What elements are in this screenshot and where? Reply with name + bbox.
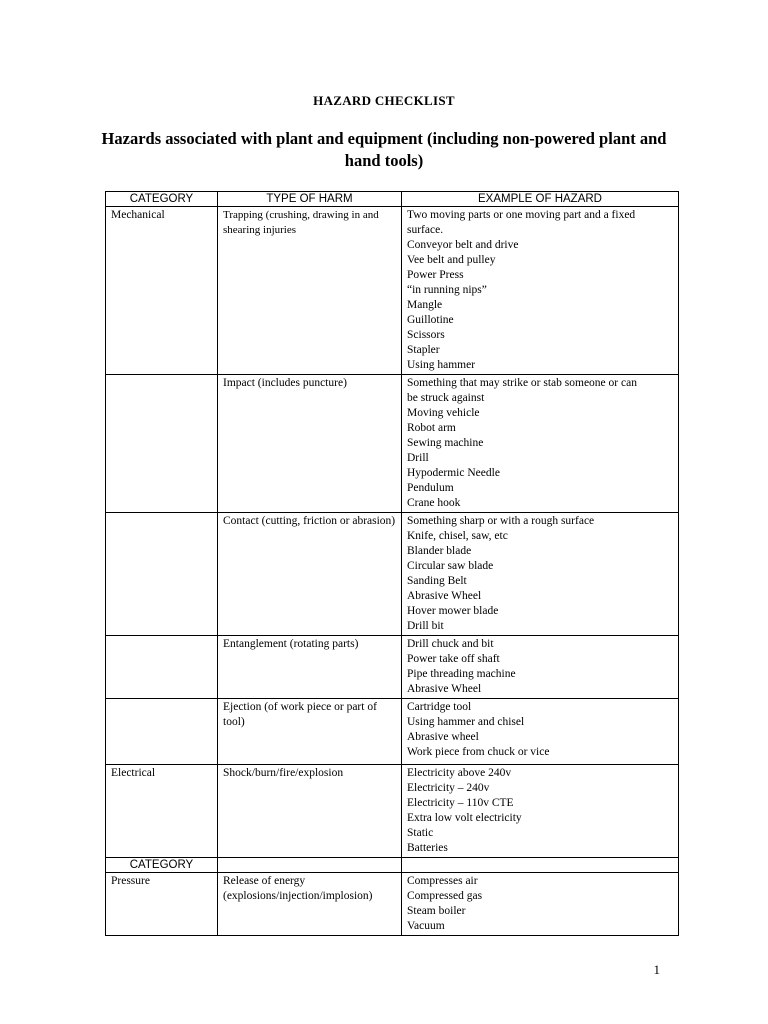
harm-cell: Impact (includes puncture) [218,375,402,513]
example-item: Steam boiler [407,905,466,917]
example-item: Compresses air [407,875,478,887]
example-item: Electricity – 240v [407,782,490,794]
example-item: Pendulum [407,482,454,494]
table-row [106,375,679,513]
category-cell-empty [106,699,218,765]
example-cell [402,873,679,936]
harm-cell: Ejection (of work piece or part of tool) [218,699,402,765]
harm-cell: Trapping (crushing, drawing in and shearing injuries [218,207,402,375]
example-cell [402,375,679,513]
header-type-of-harm: TYPE OF HARM [218,192,402,207]
example-item: Hypodermic Needle [407,467,500,479]
category-cell-empty [106,375,218,513]
example-item: Hover mower blade [407,605,499,617]
category-cell-empty [106,513,218,636]
example-item: Vee belt and pulley [407,254,496,266]
example-item: Stapler [407,344,440,356]
example-item: Compressed gas [407,890,483,902]
example-item: Drill [407,452,429,464]
example-item: Using hammer [407,359,476,371]
harm-cell: Entanglement (rotating parts) [218,636,402,699]
table-row [106,699,679,765]
harm-cell: Release of energy (explosions/injection/implosion) [218,873,402,936]
hazard-table [105,191,679,936]
subheader-empty-cell [402,858,679,873]
example-item: Knife, chisel, saw, etc [407,530,508,542]
header-example-of-hazard: EXAMPLE OF HAZARD [402,192,679,207]
example-item: Conveyor belt and drive [407,239,519,251]
example-item: Electricity – 110v CTE [407,797,514,809]
category-cell-electrical: Electrical [106,765,218,858]
example-item: Sanding Belt [407,575,467,587]
example-item: Something that may strike or stab someone or can [407,377,637,389]
example-item: Cartridge tool [407,701,472,713]
document-subtitle: Hazards associated with plant and equipment (including non-powered plant and hand tools) [101,129,667,170]
example-item: surface. [407,224,444,236]
example-item: Electricity above 240v [407,767,512,779]
category-cell-empty [106,636,218,699]
example-item: Abrasive Wheel [407,590,482,602]
subheader-category: CATEGORY [106,858,218,873]
example-item: Vacuum [407,920,445,932]
example-cell [402,636,679,699]
example-item: Static [407,827,434,839]
example-item: “in running nips” [407,284,487,296]
example-item: Power Press [407,269,464,281]
example-cell [402,699,679,765]
example-item: Something sharp or with a rough surface [407,515,595,527]
table-row [106,207,679,375]
example-item: Sewing machine [407,437,484,449]
example-item: Pipe threading machine [407,668,516,680]
document-title: HAZARD CHECKLIST [313,93,455,108]
header-category: CATEGORY [106,192,218,207]
example-item: Guillotine [407,314,454,326]
example-cell [402,765,679,858]
example-item: Circular saw blade [407,560,494,572]
example-item: be struck against [407,392,485,404]
example-item: Moving vehicle [407,407,480,419]
example-item: Work piece from chuck or vice [407,746,550,758]
subheader-empty-cell [218,858,402,873]
category-cell-pressure: Pressure [106,873,218,936]
example-item: Blander blade [407,545,472,557]
example-item: Abrasive Wheel [407,683,482,695]
example-item: Crane hook [407,497,461,509]
table-row [106,765,679,858]
example-item: Scissors [407,329,445,341]
example-item: Batteries [407,842,448,854]
example-cell [402,513,679,636]
harm-cell: Contact (cutting, friction or abrasion) [218,513,402,636]
example-item: Drill bit [407,620,444,632]
table-header-row [106,192,679,207]
example-item: Mangle [407,299,443,311]
harm-cell: Shock/burn/fire/explosion [218,765,402,858]
example-item: Power take off shaft [407,653,500,665]
example-item: Using hammer and chisel [407,716,525,728]
example-item: Two moving parts or one moving part and a fixed [407,209,636,221]
example-item: Robot arm [407,422,456,434]
example-cell [402,207,679,375]
example-item: Extra low volt electricity [407,812,522,824]
category-cell-mechanical: Mechanical [106,207,218,375]
table-subheader-row [106,858,679,873]
table-row [106,873,679,936]
table-row [106,636,679,699]
example-item: Abrasive wheel [407,731,479,743]
example-item: Drill chuck and bit [407,638,494,650]
page-number: 1 [653,962,660,977]
table-row [106,513,679,636]
